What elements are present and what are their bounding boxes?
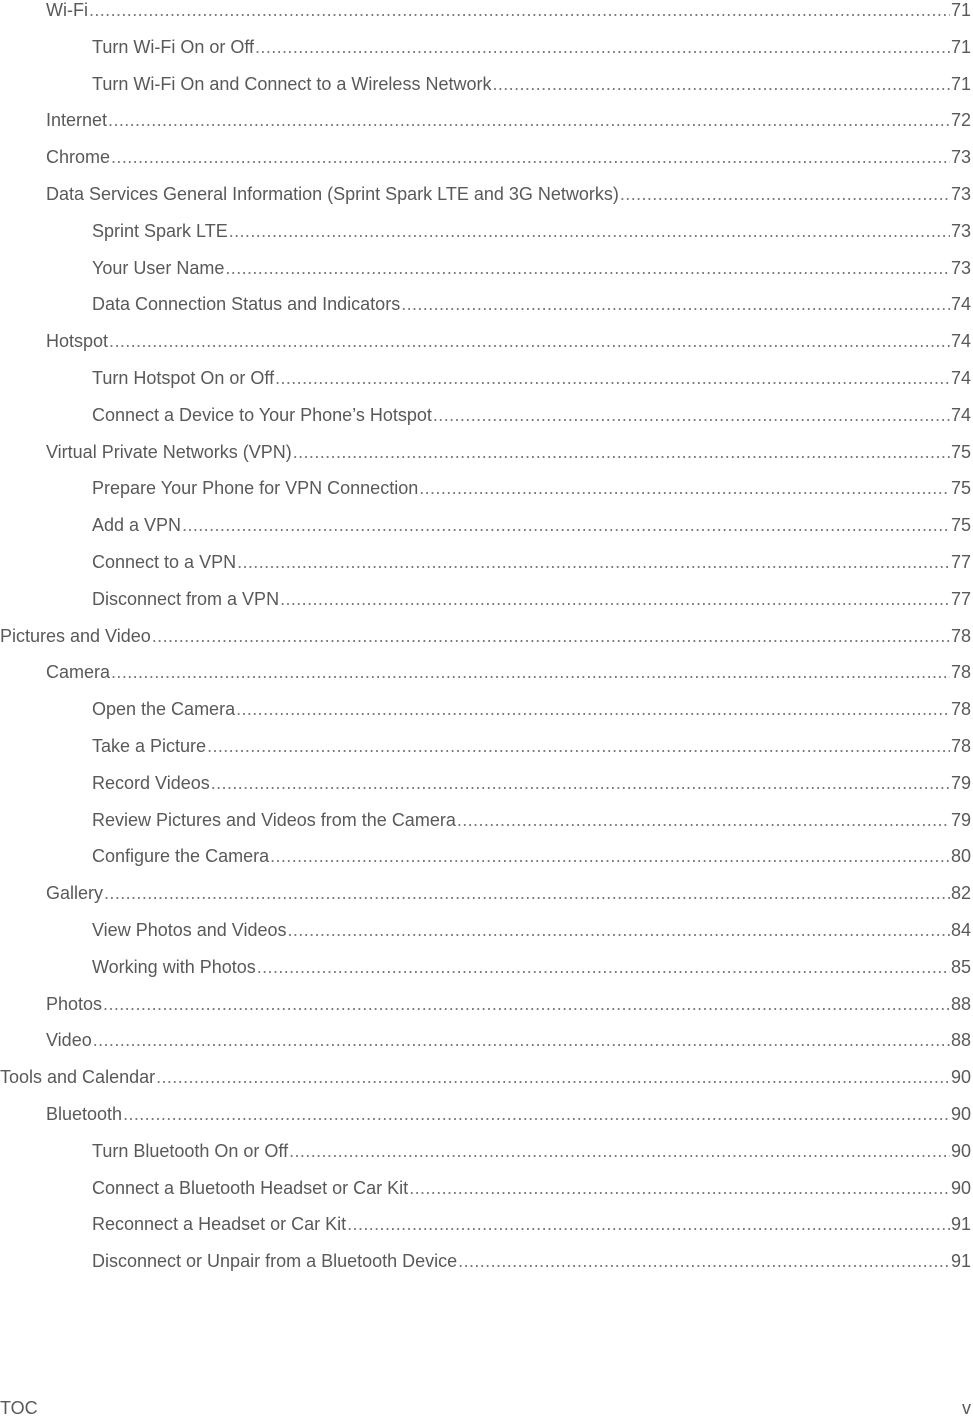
toc-dot-leader	[255, 29, 950, 66]
toc-entry[interactable]	[0, 802, 971, 839]
toc-dot-leader	[409, 1170, 950, 1207]
toc-entry-page-number: 78	[950, 662, 971, 683]
toc-entry-page-number: 71	[950, 36, 971, 57]
toc-dot-leader	[280, 581, 950, 618]
toc-entry[interactable]	[0, 544, 971, 581]
toc-entry-page-number: 75	[950, 441, 971, 462]
toc-entry[interactable]	[0, 1206, 971, 1243]
toc-entry-page-number: 82	[950, 883, 971, 904]
toc-entry-title: Tools and Calendar	[0, 1067, 156, 1088]
toc-dot-leader	[104, 875, 950, 912]
toc-dot-leader	[93, 1022, 950, 1059]
toc-entry-page-number: 80	[950, 846, 971, 867]
toc-entry-page-number: 88	[950, 993, 971, 1014]
toc-entry[interactable]	[0, 654, 971, 691]
toc-dot-leader	[401, 286, 950, 323]
toc-entry-title: View Photos and Videos	[92, 919, 287, 940]
toc-entry[interactable]	[0, 875, 971, 912]
toc-entry-page-number: 77	[950, 551, 971, 572]
toc-entry-page-number: 90	[950, 1177, 971, 1198]
toc-dot-leader	[457, 802, 950, 839]
toc-entry[interactable]	[0, 176, 971, 213]
toc-entry[interactable]	[0, 0, 971, 29]
toc-entry-page-number: 75	[950, 515, 971, 536]
toc-dot-leader	[207, 728, 950, 765]
toc-dot-leader	[108, 102, 950, 139]
toc-entry-title: Turn Wi-Fi On and Connect to a Wireless Network	[92, 73, 492, 94]
toc-dot-leader	[236, 691, 950, 728]
toc-entry-title: Connect a Bluetooth Headset or Car Kit	[92, 1177, 409, 1198]
toc-entry-title: Data Services General Information (Sprint Spark LTE and 3G Networks)	[46, 183, 619, 204]
toc-entry[interactable]	[0, 250, 971, 287]
toc-entry-title: Connect a Device to Your Phone’s Hotspot	[92, 404, 432, 425]
toc-dot-leader	[347, 1206, 950, 1243]
toc-entry[interactable]	[0, 765, 971, 802]
footer-section-label: TOC	[0, 1398, 38, 1418]
toc-entry-page-number: 84	[950, 919, 971, 940]
toc-entry[interactable]	[0, 360, 971, 397]
toc-entry[interactable]	[0, 102, 971, 139]
toc-dot-leader	[152, 618, 950, 655]
toc-entry-title: Review Pictures and Videos from the Camera	[92, 809, 456, 830]
toc-entry-title: Video	[46, 1030, 92, 1051]
toc-entry[interactable]	[0, 1243, 971, 1280]
toc-dot-leader	[229, 213, 950, 250]
toc-entry[interactable]	[0, 286, 971, 323]
toc-entry-title: Working with Photos	[92, 956, 256, 977]
toc-entry-page-number: 74	[950, 294, 971, 315]
toc-dot-leader	[237, 544, 950, 581]
toc-entry-page-number: 77	[950, 588, 971, 609]
toc-entry-page-number: 85	[950, 956, 971, 977]
toc-entry-title: Wi-Fi	[46, 0, 88, 20]
toc-entry-page-number: 74	[950, 367, 971, 388]
toc-entry-page-number: 73	[950, 147, 971, 168]
toc-entry[interactable]	[0, 691, 971, 728]
footer-page-number: v	[962, 1398, 971, 1418]
toc-entry-title: Connect to a VPN	[92, 551, 237, 572]
toc-entry[interactable]	[0, 213, 971, 250]
toc-entry-title: Camera	[46, 662, 111, 683]
toc-dot-leader	[270, 838, 950, 875]
toc-entry-page-number: 71	[950, 0, 971, 20]
toc-entry-page-number: 73	[950, 257, 971, 278]
toc-entry-title: Virtual Private Networks (VPN)	[46, 441, 292, 462]
toc-entry-title: Your User Name	[92, 257, 225, 278]
toc-entry-title: Gallery	[46, 883, 104, 904]
toc-entry-title: Configure the Camera	[92, 846, 270, 867]
toc-entry-page-number: 72	[950, 110, 971, 131]
toc-entry-page-number: 91	[950, 1214, 971, 1235]
toc-entry-title: Record Videos	[92, 772, 210, 793]
toc-entry[interactable]	[0, 470, 971, 507]
toc-entry[interactable]	[0, 1096, 971, 1133]
toc-dot-leader	[123, 1096, 950, 1133]
toc-dot-leader	[103, 986, 950, 1023]
toc-entry[interactable]	[0, 139, 971, 176]
toc-dot-leader	[182, 507, 950, 544]
toc-dot-leader	[89, 0, 950, 29]
toc-entry-page-number: 78	[950, 735, 971, 756]
toc-entry[interactable]	[0, 29, 971, 66]
toc-entry-page-number: 71	[950, 73, 971, 94]
toc-entry-title: Internet	[46, 110, 108, 131]
toc-entry-page-number: 75	[950, 478, 971, 499]
toc-entry-page-number: 74	[950, 404, 971, 425]
toc-dot-leader	[293, 434, 950, 471]
toc-entry-page-number: 79	[950, 809, 971, 830]
toc-entry-title: Sprint Spark LTE	[92, 220, 228, 241]
toc-entry[interactable]	[0, 1059, 971, 1096]
toc-entry-title: Photos	[46, 993, 103, 1014]
toc-entry[interactable]	[0, 581, 971, 618]
toc-dot-leader	[156, 1059, 950, 1096]
toc-entry-title: Disconnect from a VPN	[92, 588, 280, 609]
toc-dot-leader	[111, 139, 950, 176]
toc-entry[interactable]	[0, 1133, 971, 1170]
toc-entry[interactable]	[0, 397, 971, 434]
toc-entry[interactable]	[0, 728, 971, 765]
toc-entry-page-number: 91	[950, 1251, 971, 1272]
toc-entry-page-number: 90	[950, 1103, 971, 1124]
toc-entry-title: Open the Camera	[92, 699, 236, 720]
toc-entry-page-number: 78	[950, 699, 971, 720]
toc-dot-leader	[257, 949, 950, 986]
toc-entry[interactable]	[0, 618, 971, 655]
toc-dot-leader	[433, 397, 950, 434]
toc-dot-leader	[225, 250, 950, 287]
toc-entry-title: Pictures and Video	[0, 625, 151, 646]
toc-dot-leader	[289, 1133, 950, 1170]
toc-entry-title: Add a VPN	[92, 515, 182, 536]
toc-entry-title: Prepare Your Phone for VPN Connection	[92, 478, 419, 499]
toc-entry-page-number: 90	[950, 1140, 971, 1161]
toc-dot-leader	[211, 765, 950, 802]
toc-entry-title: Data Connection Status and Indicators	[92, 294, 401, 315]
toc-dot-leader	[419, 470, 950, 507]
toc-entry-title: Take a Picture	[92, 735, 207, 756]
toc-entry-title: Hotspot	[46, 331, 109, 352]
toc-entry-title: Turn Wi-Fi On or Off	[92, 36, 255, 57]
toc-entry[interactable]	[0, 986, 971, 1023]
toc-entry[interactable]	[0, 1170, 971, 1207]
toc-entry-page-number: 90	[950, 1067, 971, 1088]
toc-entry-page-number: 74	[950, 331, 971, 352]
toc-dot-leader	[275, 360, 950, 397]
toc-entry-title: Turn Hotspot On or Off	[92, 367, 275, 388]
toc-dot-leader	[620, 176, 950, 213]
toc-entry[interactable]	[0, 949, 971, 986]
toc-entry-page-number: 73	[950, 220, 971, 241]
toc-entry[interactable]	[0, 912, 971, 949]
toc-entry[interactable]	[0, 838, 971, 875]
toc-entry-page-number: 73	[950, 183, 971, 204]
toc-entry-title: Chrome	[46, 147, 111, 168]
toc-entry-title: Turn Bluetooth On or Off	[92, 1140, 289, 1161]
toc-entry-title: Bluetooth	[46, 1103, 123, 1124]
toc-entry-page-number: 78	[950, 625, 971, 646]
toc-entry[interactable]	[0, 434, 971, 471]
toc-dot-leader	[492, 66, 950, 103]
toc-entry-page-number: 88	[950, 1030, 971, 1051]
toc-entry[interactable]	[0, 323, 971, 360]
toc-entry-title: Disconnect or Unpair from a Bluetooth Device	[92, 1251, 458, 1272]
toc-entry[interactable]	[0, 66, 971, 103]
toc-dot-leader	[109, 323, 950, 360]
toc-entry-page-number: 79	[950, 772, 971, 793]
toc-entry-title: Reconnect a Headset or Car Kit	[92, 1214, 347, 1235]
toc-dot-leader	[458, 1243, 950, 1280]
toc-dot-leader	[111, 654, 950, 691]
toc-entry[interactable]	[0, 1022, 971, 1059]
toc-entry[interactable]	[0, 507, 971, 544]
toc-dot-leader	[287, 912, 949, 949]
